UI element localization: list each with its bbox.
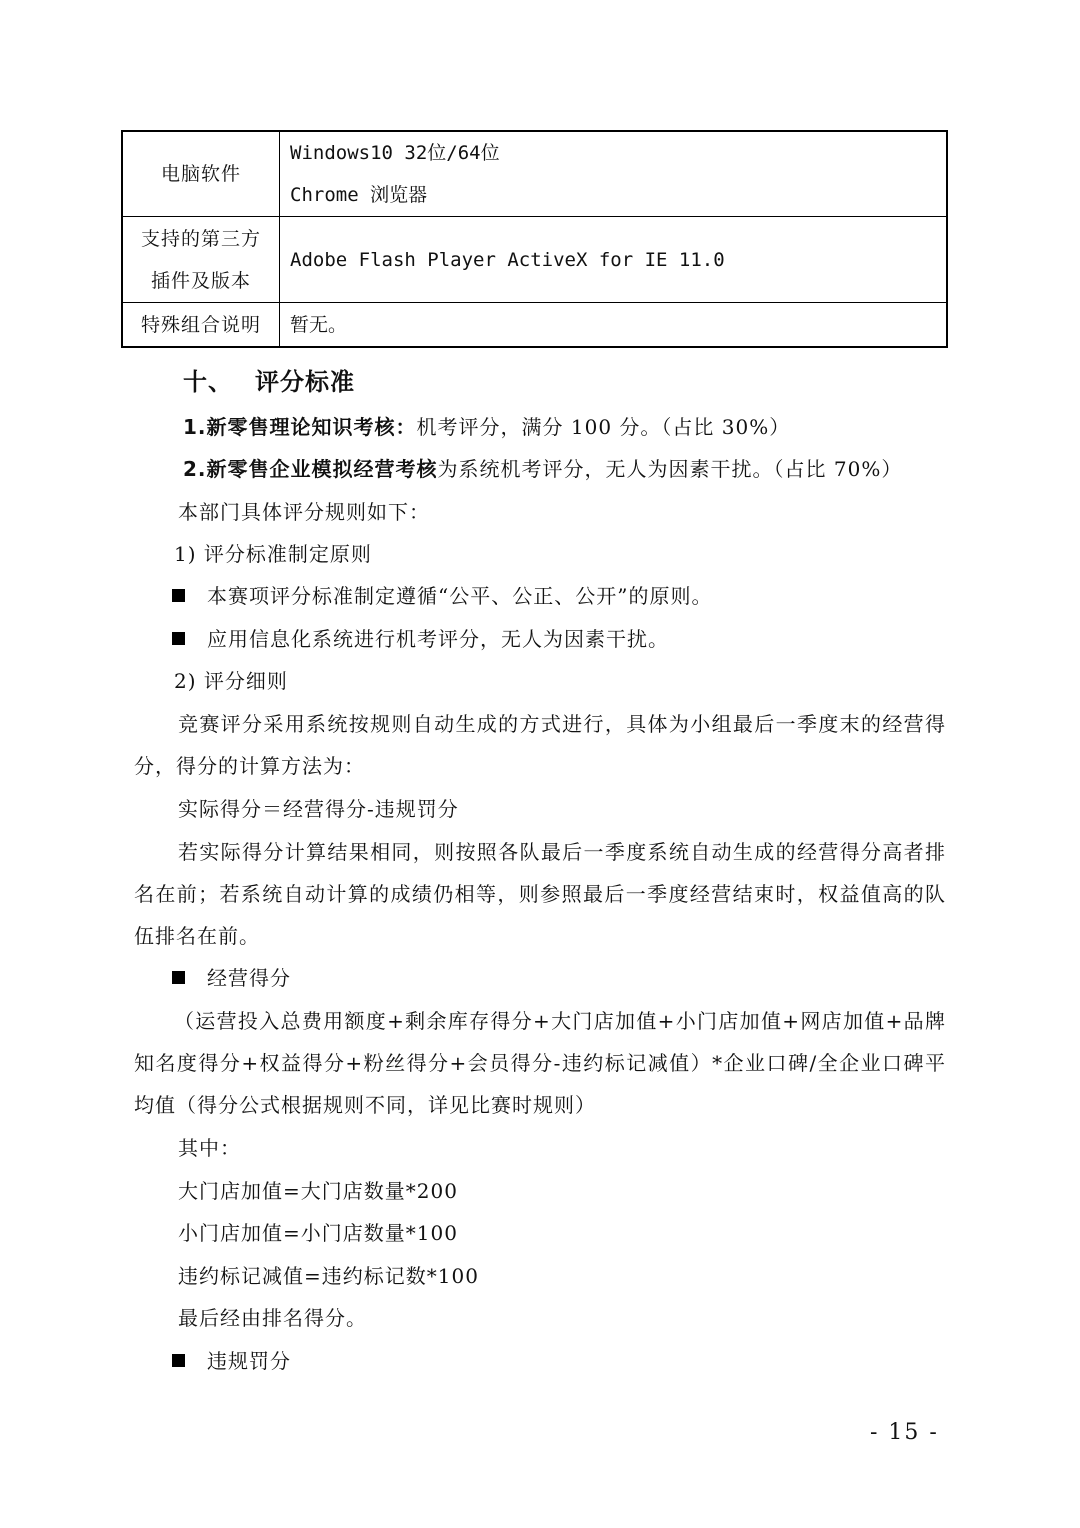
bullet-item xyxy=(172,963,291,993)
sub-heading-1: 1) 评分标准制定原则 xyxy=(174,542,372,566)
formula-line: 违约标记减值=违约标记数*100 xyxy=(178,1264,479,1288)
os-value: Windows10 32位/64位 xyxy=(290,142,500,164)
bullet-text: 经营得分 xyxy=(207,966,291,990)
square-bullet-icon xyxy=(172,1354,185,1367)
paragraph: （运营投入总费用额度+剩余库存得分+大门店加值+小门店加值+网店加值+品牌知名度得分+权益得分+粉丝得分+会员得分-违约标记减值）*企业口碑/全企业口碑平均值（得分公式根据规则不同，详见比赛时规则） xyxy=(134,1009,946,1117)
scoring-item-1 xyxy=(183,412,790,442)
square-bullet-icon xyxy=(172,971,185,984)
row-label-line: 支持的第三方 xyxy=(140,227,261,250)
row-label xyxy=(122,217,280,303)
bullet-text: 违规罚分 xyxy=(207,1349,291,1373)
browser-value: Chrome 浏览器 xyxy=(290,184,428,206)
square-bullet-icon xyxy=(172,589,185,602)
row-label: 电脑软件 xyxy=(122,131,280,217)
bullet-item xyxy=(172,581,712,611)
square-bullet-icon xyxy=(172,632,185,645)
intro-text: 本部门具体评分规则如下： xyxy=(178,500,430,524)
bullet-text: 应用信息化系统进行机考评分，无人为因素干扰。 xyxy=(207,627,669,651)
item-text: 为系统机考评分，无人为因素干扰。（占比 70%） xyxy=(437,457,903,481)
formula-line: 小门店加值=小门店数量*100 xyxy=(178,1221,458,1245)
item-text: 机考评分，满分 100 分。（占比 30%） xyxy=(416,415,791,439)
section-number: 十、 xyxy=(183,368,233,396)
row-value xyxy=(280,131,948,217)
formula-line: 大门店加值=大门店数量*200 xyxy=(178,1179,458,1203)
row-label: 特殊组合说明 xyxy=(122,303,280,348)
bullet-item xyxy=(172,1346,291,1376)
item-bold: 1.新零售理论知识考核： xyxy=(183,415,417,439)
section-title: 评分标准 xyxy=(255,368,355,396)
table-row xyxy=(122,131,947,217)
section-heading xyxy=(183,362,355,397)
bullet-item xyxy=(172,624,669,654)
bullet-text: 本赛项评分标准制定遵循“公平、公正、公开”的原则。 xyxy=(207,584,713,608)
table-row xyxy=(122,217,947,303)
final-text: 最后经由排名得分。 xyxy=(178,1306,367,1330)
row-label-line: 插件及版本 xyxy=(150,269,251,292)
row-value: 暂无。 xyxy=(280,303,948,348)
page-number: - 15 - xyxy=(870,1420,939,1445)
item-bold: 2.新零售企业模拟经营考核 xyxy=(183,457,438,481)
paragraph: 竞赛评分采用系统按规则自动生成的方式进行，具体为小组最后一季度末的经营得分，得分的计算方法为： xyxy=(134,712,946,778)
table-row xyxy=(122,303,947,348)
requirements-table xyxy=(121,130,948,348)
paragraph: 若实际得分计算结果相同，则按照各队最后一季度系统自动生成的经营得分高者排名在前；若系统自动计算的成绩仍相等，则参照最后一季度经营结束时，权益值高的队伍排名在前。 xyxy=(134,840,946,948)
sub-heading-2: 2) 评分细则 xyxy=(174,669,288,693)
where-text: 其中： xyxy=(178,1136,241,1160)
formula-text: 实际得分＝经营得分-违规罚分 xyxy=(178,797,459,821)
plugin-value: Adobe Flash Player ActiveX for IE 11.0 xyxy=(280,217,948,303)
scoring-item-2 xyxy=(183,454,902,484)
